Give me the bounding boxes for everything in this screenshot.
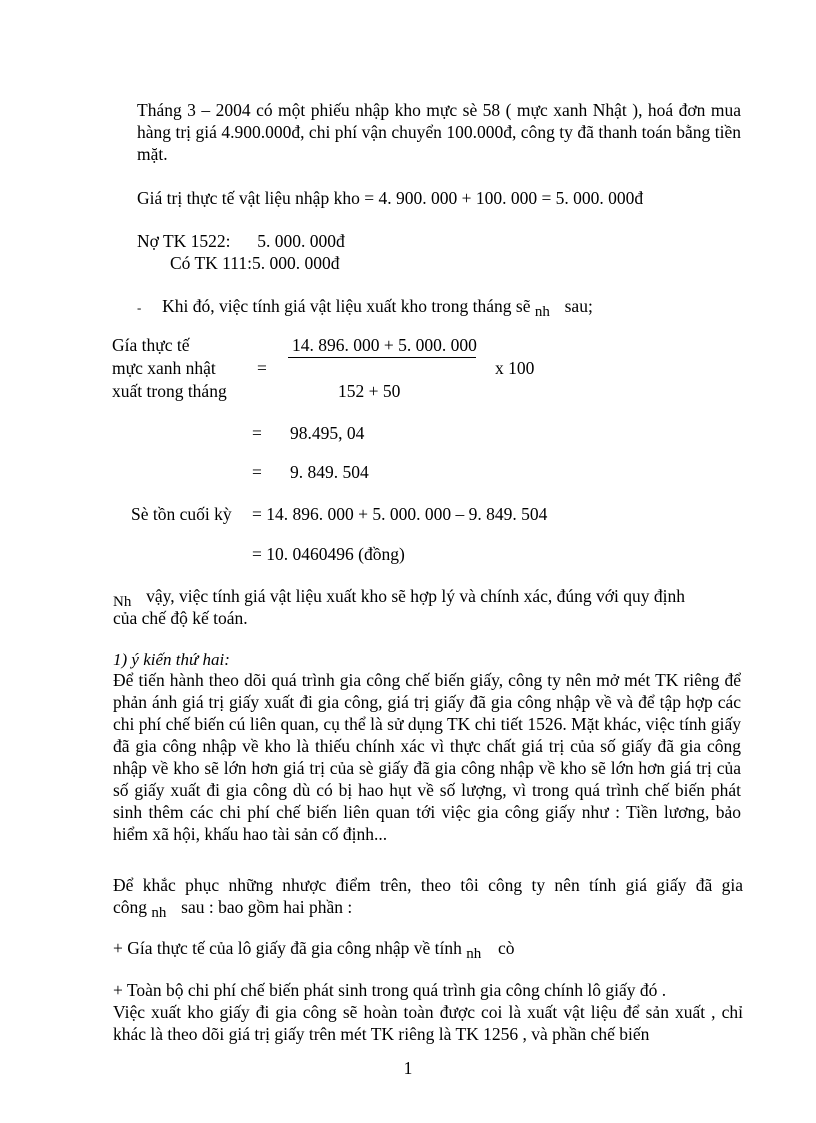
fix-line-1: Để khắc phục những nhược điểm trên, theo tôi công ty nên tính giá giấy đã gia (113, 875, 743, 895)
formula-label-3: xuất trong tháng (112, 381, 227, 401)
conclusion-line-2: của chế độ kế toán. (113, 608, 248, 628)
formula-denominator: 152 + 50 (338, 381, 401, 401)
fix-line-2-tail: sau : bao gồm hai phần : (181, 897, 353, 917)
closing-label: Sè tồn cuối kỳ (131, 504, 232, 524)
page-number: 1 (403, 1058, 413, 1078)
formula-result-2: 9. 849. 504 (290, 462, 369, 482)
bullet-dash: - (137, 300, 142, 315)
fix-line-2-lead: công (113, 897, 148, 917)
formula-numerator: 14. 896. 000 + 5. 000. 000 (292, 335, 477, 355)
method-intro-line (137, 295, 757, 319)
list-item-1 (113, 937, 515, 961)
formula-result-1: 98.495, 04 (290, 423, 365, 443)
list-item-1-text: + Gía thực tế của lô giấy đã gia công nhập về tính (113, 938, 462, 958)
section-heading: 1) ý kiến thứ hai: (113, 650, 230, 669)
method-intro-text: Khi đó, việc tính giá vật liệu xuất kho trong tháng sẽ (162, 296, 531, 316)
closing-result: = 10. 0460496 (đồng) (252, 544, 405, 564)
method-intro-sub: nh (534, 304, 550, 320)
result2-equals: = (252, 462, 262, 482)
section-body: Để tiến hành theo dõi quá trình gia công chế biến giấy, công ty nên mở mét TK riêng để phản ánh giá trị giấy xuất đi gia công, giá trị giấy đã gia công nhập về và để tập hợp các chi phí chế biến cú liên quan, cụ thể là sử dụng TK chi tiết 1526. Mặt khác, việc tính giấy đã gia công nhập về kho là thiếu chính xác vì thực chất giá trị của số giấy đã gia công nhập về kho sẽ lớn hơn giá trị của sè giấy đã gia công nhập về kho sẽ lớn hơn giá trị của số giấy xuất đi gia công dù có bị hao hụt về số lượng, vì trong quá trình chế biến phát sinh thêm các chi phí chế biến liên quan tới việc gia công giấy như : Tiền lương, bảo hiểm xã hội, khấu hao tài sản cố định... (113, 670, 741, 844)
formula-equals: = (257, 358, 267, 378)
conclusion-line-1 (113, 585, 743, 609)
list-item-1-sub: nh (466, 946, 482, 962)
conclusion-lead: Nh (113, 594, 132, 610)
fraction-bar (288, 357, 476, 358)
intro-paragraph: Tháng 3 – 2004 có một phiếu nhập kho mực sè 58 ( mực xanh Nhật ), hoá đơn mua hàng trị giá 4.900.000đ, chi phí vận chuyển 100.000đ, công ty đã thanh toán bằng tiền mặt. (137, 100, 741, 164)
formula-label-2: mực xanh nhật (112, 358, 216, 378)
list-item-2: + Toàn bộ chi phí chế biến phát sinh trong quá trình gia công chính lô giấy đó . (113, 980, 667, 1000)
closing-expression: = 14. 896. 000 + 5. 000. 000 – 9. 849. 504 (252, 504, 548, 524)
inventory-value-line: Giá trị thực tế vật liệu nhập kho = 4. 900. 000 + 100. 000 = 5. 000. 000đ (137, 188, 644, 208)
last-paragraph: Việc xuất kho giấy đi gia công sẽ hoàn toàn được coi là xuất vật liệu để sản xuất , chỉ khác là theo dõi giá trị giấy trên mét TK riêng là TK 1256 , và phần chế biến (113, 1002, 743, 1044)
debit-entry (137, 230, 345, 252)
formula-multiplier: x 100 (495, 358, 535, 378)
result1-equals: = (252, 423, 262, 443)
fix-line-2 (113, 896, 352, 920)
formula-label-1: Gía thực tế (112, 335, 190, 355)
conclusion-text: vậy, việc tính giá vật liệu xuất kho sẽ hợp lý và chính xác, đúng với quy định (146, 586, 685, 606)
list-item-1-tail: cò (497, 938, 515, 958)
method-intro-tail: sau; (564, 296, 593, 316)
fix-line-2-sub: nh (151, 905, 167, 921)
debit-value: 5. 000. 000đ (257, 231, 345, 251)
credit-entry: Có TK 111:5. 000. 000đ (170, 253, 340, 273)
debit-label: Nợ TK 1522: (137, 231, 231, 251)
